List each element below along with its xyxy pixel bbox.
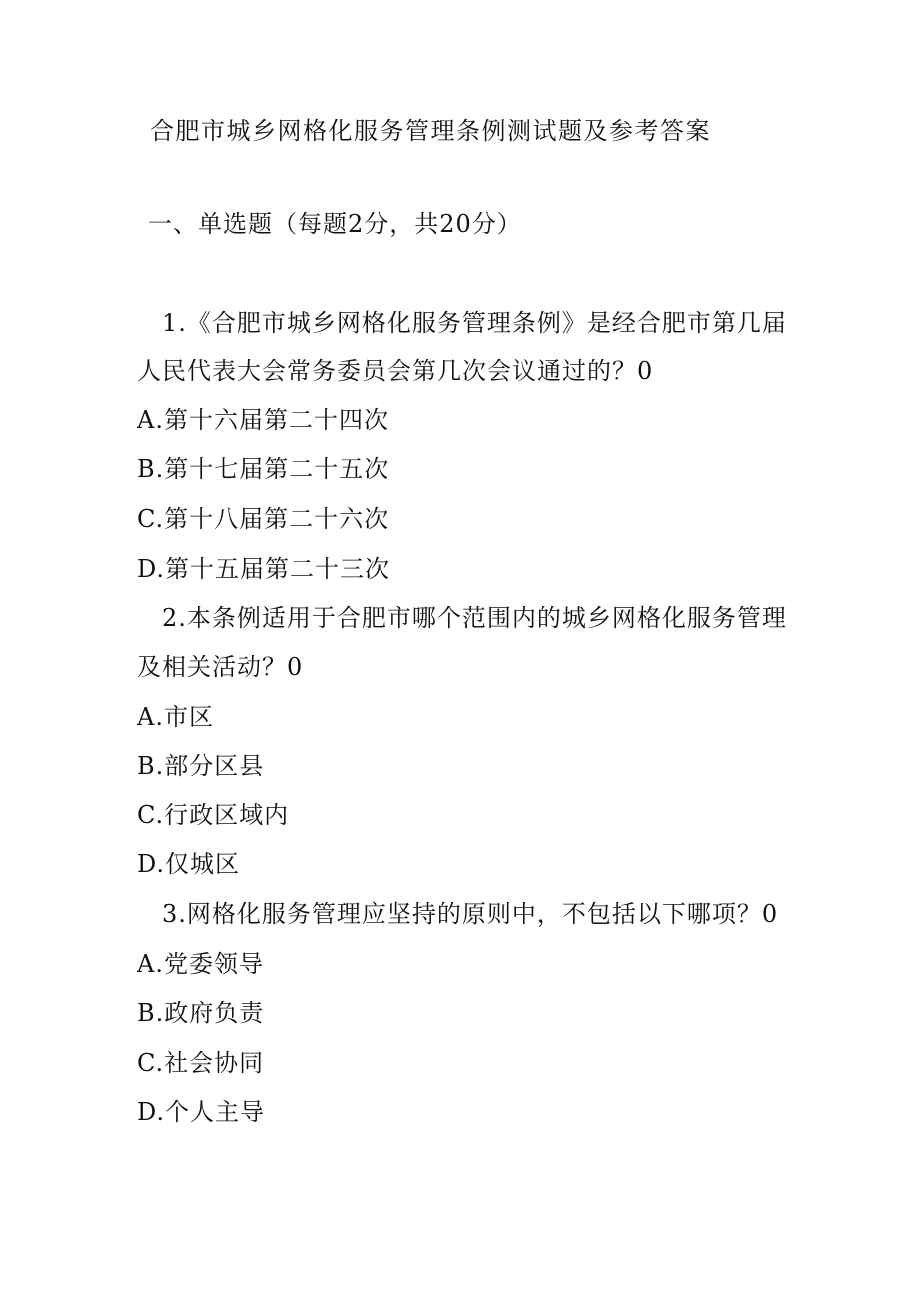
option-d: D.个人主导 [137, 1098, 266, 1126]
document-title: 合肥市城乡网格化服务管理条例测试题及参考答案 [150, 117, 711, 145]
option-c: C.社会协同 [137, 1049, 265, 1077]
option-b: B.政府负责 [137, 999, 265, 1027]
question-text-line: 1.《合肥市城乡网格化服务管理条例》是经合肥市第几届 [162, 309, 787, 337]
question-text-line: 及相关活动？0 [137, 653, 304, 681]
question-text-line: 2.本条例适用于合肥市哪个范围内的城乡网格化服务管理 [162, 604, 787, 632]
option-b: B.部分区县 [137, 752, 265, 780]
option-a: A.市区 [137, 703, 214, 731]
option-d: D.仅城区 [137, 850, 241, 878]
option-c: C.行政区域内 [137, 801, 290, 829]
option-a: A.党委领导 [137, 950, 264, 978]
option-c: C.第十八届第二十六次 [137, 505, 390, 533]
question-text-line: 3.网格化服务管理应坚持的原则中，不包括以下哪项？0 [162, 900, 779, 928]
option-a: A.第十六届第二十四次 [137, 406, 389, 434]
section-heading: 一、单选题（每题2分，共20分） [148, 210, 522, 238]
option-d: D.第十五届第二十三次 [137, 555, 391, 583]
question-text-line: 人民代表大会常务委员会第几次会议通过的？0 [137, 357, 654, 385]
option-b: B.第十七届第二十五次 [137, 455, 390, 483]
